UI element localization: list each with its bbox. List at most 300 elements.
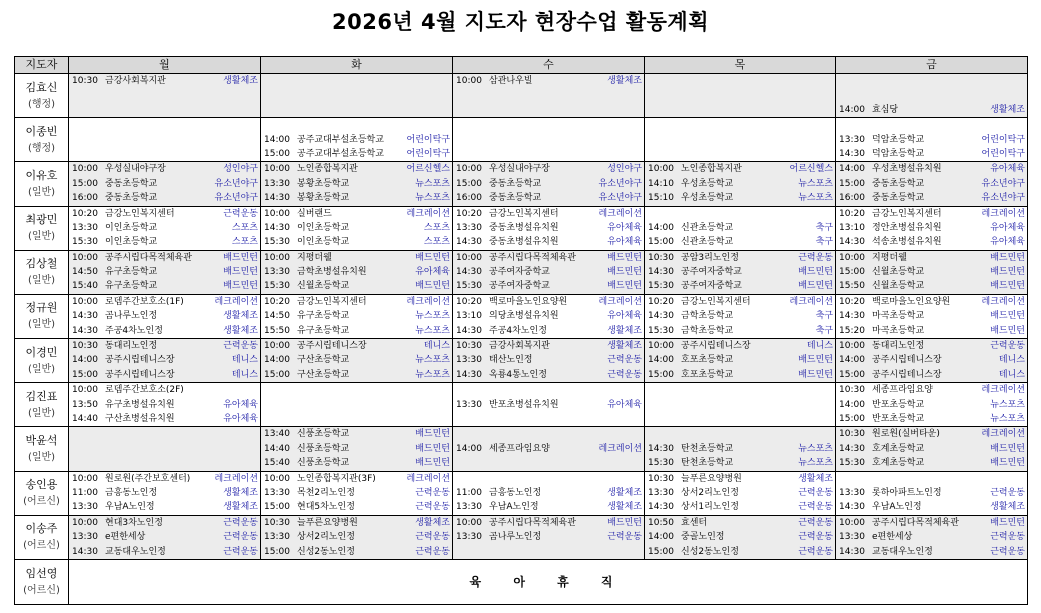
schedule-entry: [261, 235, 452, 249]
schedule-entry: [836, 162, 1027, 176]
entry-place: 우남A노인정: [105, 502, 155, 513]
schedule-entry: [453, 118, 644, 132]
entry-place: 중동초등학교: [105, 193, 158, 204]
schedule-entry: [645, 88, 835, 102]
schedule-entry: [453, 177, 644, 191]
entry-place: 공주시립다목적체육관: [489, 252, 576, 263]
entry-time: 14:40: [264, 443, 290, 454]
schedule-entry: [261, 500, 452, 514]
entry-activity: 유아체육: [607, 399, 642, 410]
day-cell: [261, 250, 453, 294]
entry-time: 10:00: [264, 341, 290, 352]
day-cell: [645, 294, 836, 338]
entry-time: 15:00: [264, 502, 290, 513]
entry-activity: 유아체육: [990, 222, 1025, 233]
schedule-entry: [261, 147, 452, 161]
entry-place: 효센터: [681, 517, 708, 528]
entry-place: 로뎀주간보호소(1F): [105, 296, 184, 307]
entry-place: 정안초병설유치원: [872, 222, 942, 233]
entry-place: 유구초등학교: [297, 325, 350, 336]
entry-place: 이인초등학교: [297, 237, 350, 248]
entry-time: 11:00: [456, 487, 482, 498]
schedule-entry: [261, 88, 452, 102]
schedule-entry: [645, 339, 835, 353]
entry-activity: 어르신헬스: [789, 164, 833, 175]
schedule-entry: [69, 412, 260, 426]
schedule-entry: [69, 265, 260, 279]
entry-activity: 생활체조: [607, 76, 642, 86]
entry-time: 14:00: [839, 164, 865, 175]
entry-activity: 테니스: [231, 355, 258, 366]
schedule-entry: [453, 545, 644, 559]
entry-time: 16:00: [456, 193, 482, 204]
entry-place: 현대5차노인정: [297, 502, 355, 513]
schedule-entry: [69, 427, 260, 441]
schedule-entry: [836, 147, 1027, 161]
entry-place: 신풍초등학교: [297, 429, 350, 440]
schedule-entry: [453, 427, 644, 441]
entry-place: 목천2리노인정: [297, 487, 355, 498]
entry-activity: 배드민턴: [798, 281, 833, 292]
entry-activity: 배드민턴: [415, 429, 450, 440]
entry-time: 15:00: [839, 369, 865, 380]
entry-place: 금강노인복지센터: [872, 208, 942, 219]
schedule-entry: [261, 265, 452, 279]
entry-time: 14:30: [648, 311, 674, 322]
entry-place: 덕암초등학교: [872, 148, 925, 159]
entry-time: 15:50: [839, 281, 865, 292]
schedule-entry: [836, 74, 1027, 88]
schedule-entry: [645, 279, 835, 293]
entry-activity: 축구: [815, 311, 833, 322]
schedule-entry: [836, 339, 1027, 353]
entry-activity: 배드민턴: [607, 281, 642, 292]
schedule-entry: [69, 309, 260, 323]
entry-time: 15:30: [456, 281, 482, 292]
schedule-entry: [645, 412, 835, 426]
entry-place: 금강사회복지관: [489, 341, 550, 352]
entry-time: 10:20: [456, 208, 482, 219]
entry-activity: 레크레이션: [406, 296, 450, 307]
entry-time: 13:50: [72, 399, 98, 410]
entry-time: 14:30: [648, 502, 674, 513]
schedule-entry: [836, 309, 1027, 323]
day-cell: [645, 206, 836, 250]
day-cell: [69, 118, 261, 162]
entry-place: 호포초등학교: [681, 355, 734, 366]
entry-place: 신풍초등학교: [297, 443, 350, 454]
entry-time: 15:00: [839, 178, 865, 189]
schedule-entry: [69, 118, 260, 132]
entry-time: 15:30: [72, 237, 98, 248]
entry-time: 14:30: [264, 222, 290, 233]
entry-activity: 배드민턴: [607, 252, 642, 263]
entry-time: 15:30: [839, 458, 865, 469]
day-cell: [645, 162, 836, 206]
schedule-entry: [836, 235, 1027, 249]
schedule-entry: [645, 162, 835, 176]
entry-time: 15:30: [648, 458, 674, 469]
entry-activity: 근력운동: [798, 252, 833, 263]
schedule-entry: [69, 74, 260, 88]
entry-activity: 배드민턴: [415, 281, 450, 292]
schedule-entry: [836, 500, 1027, 514]
entry-activity: 테니스: [423, 341, 450, 352]
schedule-entry: [645, 265, 835, 279]
day-cell: [69, 74, 261, 118]
entry-time: 13:30: [456, 222, 482, 233]
entry-activity: 배드민턴: [607, 267, 642, 278]
entry-activity: 근력운동: [990, 487, 1025, 498]
entry-time: 10:00: [839, 341, 865, 352]
entry-time: 10:30: [648, 473, 674, 484]
schedule-entry: [453, 191, 644, 205]
leader-cell: [15, 515, 69, 559]
day-cell: [453, 206, 645, 250]
entry-activity: 레크레이션: [981, 429, 1025, 440]
entry-place: 구산초등학교: [297, 355, 350, 366]
leader-name: 박윤석: [25, 433, 58, 447]
schedule-entry: [645, 427, 835, 441]
schedule-entry: [261, 207, 452, 221]
schedule-entry: [836, 530, 1027, 544]
leader-name: 김진표: [25, 389, 58, 403]
leader-row: [15, 383, 1028, 427]
entry-activity: 근력운동: [415, 502, 450, 513]
schedule-entry: [453, 221, 644, 235]
entry-place: 공주여자중학교: [681, 267, 742, 278]
day-cell: [453, 339, 645, 383]
leader-row: [15, 250, 1028, 294]
entry-time: 14:00: [839, 104, 865, 115]
schedule-entry: [453, 147, 644, 161]
entry-place: e편한세상: [105, 532, 146, 543]
day-cell: [836, 427, 1028, 471]
schedule-entry: [645, 383, 835, 397]
entry-time: 13:30: [456, 532, 482, 543]
entry-place: 신관초등학교: [681, 237, 734, 248]
entry-time: 15:00: [72, 178, 98, 189]
entry-place: 공암3리노인정: [681, 252, 739, 263]
day-cell: [261, 471, 453, 515]
schedule-entry: [261, 118, 452, 132]
entry-place: 우성실내야구장: [105, 164, 166, 175]
leader-row: [15, 339, 1028, 383]
entry-place: 구산초병설유치원: [105, 413, 175, 424]
entry-time: 13:30: [839, 532, 865, 543]
entry-time: 14:00: [648, 222, 674, 233]
entry-place: 공주시립다목적체육관: [872, 517, 959, 528]
entry-time: 15:00: [72, 369, 98, 380]
schedule-entry: [836, 456, 1027, 470]
schedule-body: [15, 74, 1028, 560]
entry-time: 10:00: [264, 252, 290, 263]
schedule-entry: [645, 177, 835, 191]
entry-time: 15:30: [264, 237, 290, 248]
schedule-entry: [836, 368, 1027, 382]
leader-cell: [15, 294, 69, 338]
entry-place: 중동초등학교: [489, 178, 542, 189]
schedule-entry: [645, 207, 835, 221]
day-cell: [453, 250, 645, 294]
leader-name: 송인용: [25, 478, 58, 492]
entry-activity: 생활체조: [223, 325, 258, 336]
entry-activity: 축구: [815, 325, 833, 336]
entry-place: 반포초등학교: [872, 413, 925, 424]
schedule-entry: [645, 500, 835, 514]
day-cell: [69, 162, 261, 206]
schedule-entry: [69, 207, 260, 221]
entry-place: 백로마을노인요양원: [489, 296, 568, 307]
schedule-entry: [69, 103, 260, 117]
entry-activity: 뉴스포츠: [415, 178, 450, 189]
entry-place: 중동초등학교: [872, 178, 925, 189]
entry-place: 구산초등학교: [297, 369, 350, 380]
entry-time: 10:00: [72, 252, 98, 263]
schedule-entry: [261, 133, 452, 147]
entry-time: 10:00: [456, 517, 482, 528]
entry-activity: 생활체조: [223, 311, 258, 322]
day-cell: [69, 515, 261, 559]
day-cell: [645, 339, 836, 383]
entry-time: 11:00: [72, 487, 98, 498]
entry-time: 13:30: [264, 532, 290, 543]
day-cell: [453, 162, 645, 206]
schedule-entry: [453, 339, 644, 353]
entry-activity: 근력운동: [798, 502, 833, 513]
entry-time: 13:10: [839, 222, 865, 233]
entry-activity: 근력운동: [223, 341, 258, 352]
entry-place: 옥룡4통노인정: [489, 369, 547, 380]
schedule-entry: [69, 353, 260, 367]
entry-time: 14:00: [648, 532, 674, 543]
entry-place: 공주시립테니스장: [105, 369, 175, 380]
schedule-entry: [645, 545, 835, 559]
entry-activity: 어르신헬스: [406, 164, 450, 175]
entry-activity: 배드민턴: [223, 252, 258, 263]
entry-time: 14:00: [264, 355, 290, 366]
schedule-entry: [69, 177, 260, 191]
entry-activity: 생활체조: [415, 517, 450, 528]
entry-place: 신성2동노인정: [297, 546, 355, 557]
entry-place: 호계초등학교: [872, 458, 925, 469]
schedule-entry: [261, 472, 452, 486]
entry-activity: 생활체조: [223, 76, 258, 86]
schedule-entry: [836, 88, 1027, 102]
entry-place: 효심당: [872, 104, 899, 115]
schedule-entry: [645, 309, 835, 323]
entry-place: 석송초병설유치원: [872, 237, 942, 248]
entry-time: 10:00: [264, 164, 290, 175]
schedule-entry: [836, 118, 1027, 132]
day-cell: [836, 74, 1028, 118]
schedule-entry: [261, 456, 452, 470]
entry-activity: 유아체육: [223, 399, 258, 410]
leader-name: 이송주: [25, 522, 58, 536]
entry-time: 14:00: [839, 355, 865, 366]
day-cell: [453, 118, 645, 162]
schedule-entry: [69, 133, 260, 147]
schedule-entry: [453, 88, 644, 102]
entry-place: 유구초등학교: [297, 311, 350, 322]
schedule-entry: [453, 279, 644, 293]
day-cell: [453, 383, 645, 427]
schedule-entry: [645, 235, 835, 249]
entry-time: 10:00: [648, 164, 674, 175]
schedule-entry: [453, 133, 644, 147]
entry-time: 15:00: [648, 546, 674, 557]
entry-time: 14:00: [648, 355, 674, 366]
schedule-entry: [836, 133, 1027, 147]
schedule-entry: [261, 383, 452, 397]
schedule-entry: [453, 74, 644, 88]
schedule-entry: [261, 427, 452, 441]
entry-time: 14:00: [456, 443, 482, 454]
entry-activity: 어린이탁구: [406, 134, 450, 145]
header-day-fri: 금: [836, 57, 1028, 74]
entry-time: 10:00: [72, 473, 98, 484]
entry-place: 상서2리노인정: [297, 532, 355, 543]
entry-time: 10:20: [456, 296, 482, 307]
entry-activity: 배드민턴: [990, 311, 1025, 322]
entry-time: 15:00: [264, 546, 290, 557]
leader-cell: [15, 74, 69, 118]
schedule-entry: [261, 103, 452, 117]
schedule-entry: [69, 398, 260, 412]
schedule-entry: [453, 368, 644, 382]
entry-activity: 스포츠: [423, 222, 450, 233]
entry-place: 원로원(실버타운): [872, 429, 940, 440]
entry-place: 주공4차노인정: [489, 325, 547, 336]
day-cell: [836, 250, 1028, 294]
entry-activity: 축구: [815, 222, 833, 233]
entry-place: 호계초등학교: [872, 443, 925, 454]
entry-time: 10:30: [839, 429, 865, 440]
header-day-tue: 화: [261, 57, 453, 74]
leader-role: (일반): [27, 231, 56, 243]
day-cell: [261, 294, 453, 338]
entry-place: 태산노인정: [489, 355, 533, 366]
entry-activity: 레크레이션: [214, 473, 258, 484]
entry-time: 10:20: [264, 296, 290, 307]
entry-time: 14:30: [72, 311, 98, 322]
entry-place: 금흥동노인정: [489, 487, 542, 498]
entry-activity: 배드민턴: [415, 252, 450, 263]
entry-activity: 유소년야구: [981, 178, 1025, 189]
entry-activity: 근력운동: [990, 546, 1025, 557]
entry-place: 중동초병설유치원: [489, 237, 559, 248]
entry-activity: 배드민턴: [223, 281, 258, 292]
entry-place: 공주시립테니스장: [297, 341, 367, 352]
entry-time: 10:00: [72, 164, 98, 175]
schedule-entry: [453, 442, 644, 456]
entry-place: 실버랜드: [297, 208, 332, 219]
entry-place: 호포초등학교: [681, 369, 734, 380]
entry-place: 삼관나우빌: [489, 76, 533, 86]
entry-activity: 배드민턴: [798, 369, 833, 380]
entry-place: 신월초등학교: [872, 267, 925, 278]
entry-activity: 레크레이션: [214, 296, 258, 307]
entry-time: 10:00: [456, 252, 482, 263]
leader-role: (일반): [27, 407, 56, 419]
schedule-entry: [261, 309, 452, 323]
entry-time: 14:30: [839, 311, 865, 322]
leader-name: 정규원: [25, 301, 58, 315]
schedule-entry: [836, 472, 1027, 486]
day-cell: [261, 206, 453, 250]
entry-place: 우성초등학교: [681, 178, 734, 189]
entry-place: 신관초등학교: [681, 222, 734, 233]
schedule-entry: [836, 412, 1027, 426]
entry-place: 공주교대부설초등학교: [297, 148, 384, 159]
entry-place: 세종프라임요양: [872, 385, 933, 396]
schedule-entry: [645, 442, 835, 456]
schedule-entry: [836, 427, 1027, 441]
schedule-entry: [261, 545, 452, 559]
schedule-entry: [69, 516, 260, 530]
entry-place: 우성실내야구장: [489, 164, 550, 175]
day-cell: [836, 162, 1028, 206]
entry-time: 10:50: [648, 517, 674, 528]
header-day-mon: 월: [69, 57, 261, 74]
day-cell: [261, 339, 453, 383]
leader-role: (일반): [27, 451, 56, 463]
leader-name: 김상철: [25, 257, 58, 271]
entry-activity: 생활체조: [607, 341, 642, 352]
entry-activity: 배드민턴: [990, 281, 1025, 292]
entry-place: 공주시립다목적체육관: [105, 252, 192, 263]
schedule-entry: [836, 324, 1027, 338]
schedule-entry: [645, 118, 835, 132]
leader-cell: [15, 383, 69, 427]
schedule-entry: [836, 177, 1027, 191]
entry-place: 곰나루노인정: [105, 311, 158, 322]
entry-time: 13:30: [264, 267, 290, 278]
entry-time: 15:20: [839, 325, 865, 336]
day-cell: [453, 427, 645, 471]
day-cell: [453, 515, 645, 559]
entry-time: 10:20: [839, 296, 865, 307]
entry-place: 유구초등학교: [105, 281, 158, 292]
header-leader: 지도자: [15, 57, 69, 74]
entry-time: 14:30: [456, 369, 482, 380]
entry-place: 원로원(주간보호센터): [105, 473, 191, 484]
schedule-entry: [645, 133, 835, 147]
schedule-entry: [453, 530, 644, 544]
entry-time: 15:00: [264, 369, 290, 380]
entry-activity: 배드민턴: [223, 267, 258, 278]
schedule-entry: [645, 251, 835, 265]
entry-activity: 생활체조: [607, 487, 642, 498]
entry-activity: 근력운동: [990, 532, 1025, 543]
schedule-entry: [645, 353, 835, 367]
entry-time: 14:30: [456, 237, 482, 248]
day-cell: [645, 118, 836, 162]
entry-activity: 배드민턴: [798, 355, 833, 366]
entry-place: 중동초등학교: [105, 178, 158, 189]
schedule-entry: [645, 191, 835, 205]
entry-activity: 유소년야구: [214, 193, 258, 204]
schedule-entry: [453, 309, 644, 323]
schedule-entry: [261, 324, 452, 338]
schedule-entry: [453, 412, 644, 426]
leader-cell: [15, 339, 69, 383]
entry-place: 금학초등학교: [681, 325, 734, 336]
entry-activity: 유소년야구: [598, 178, 642, 189]
entry-place: 금강노인복지센터: [681, 296, 751, 307]
schedule-entry: [261, 251, 452, 265]
schedule-entry: [453, 162, 644, 176]
